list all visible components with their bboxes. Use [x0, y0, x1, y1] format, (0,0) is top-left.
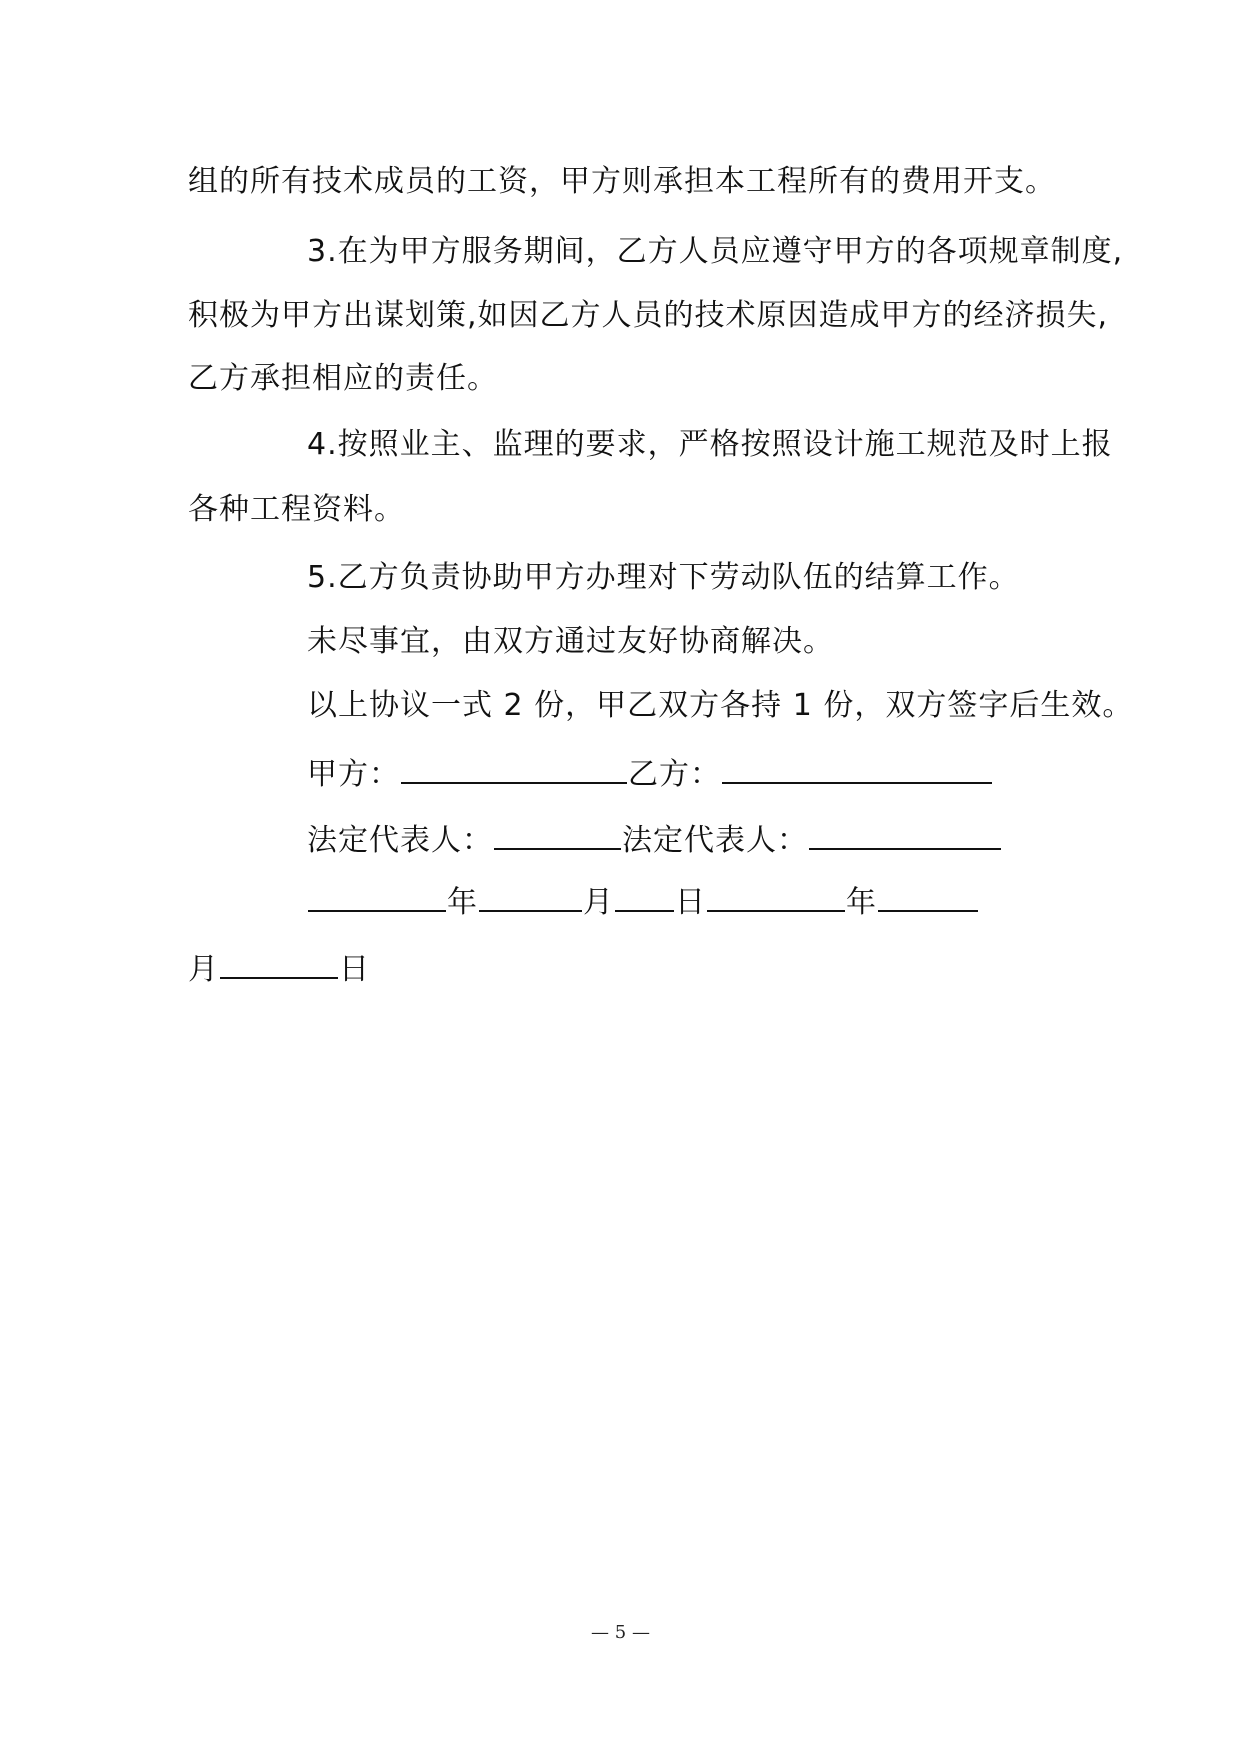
date-a-year-blank[interactable] — [308, 880, 446, 912]
representative-signature-line — [307, 818, 1002, 859]
paragraph-line: 组的所有技术成员的工资，甲方则承担本工程所有的费用开支。 — [188, 164, 1056, 199]
clause-5: 5.乙方负责协助甲方办理对下劳动队伍的结算工作。 — [307, 560, 1020, 595]
date-a-day-blank[interactable] — [615, 880, 674, 912]
day-label: 日 — [339, 952, 370, 987]
clause-3-line-2: 积极为甲方出谋划策,如因乙方人员的技术原因造成甲方的经济损失, — [188, 298, 1109, 333]
clause-4-line-2: 各种工程资料。 — [188, 492, 405, 527]
date-b-year-blank[interactable] — [707, 880, 845, 912]
clause-3-line-3: 乙方承担相应的责任。 — [188, 361, 498, 396]
date-line — [307, 880, 979, 921]
party-b-label: 乙方： — [628, 757, 721, 792]
clause-3-line-1: 3.在为甲方服务期间，乙方人员应遵守甲方的各项规章制度, — [307, 234, 1124, 269]
rep-a-blank[interactable] — [494, 818, 621, 850]
rep-b-blank[interactable] — [809, 818, 1001, 850]
year-label: 年 — [447, 885, 478, 920]
party-a-label: 甲方： — [307, 757, 400, 792]
party-b-blank[interactable] — [722, 752, 992, 784]
party-a-blank[interactable] — [401, 752, 627, 784]
copies-clause: 以上协议一式 2 份，甲乙双方各持 1 份，双方签字后生效。 — [307, 688, 1134, 723]
unresolved-matters: 未尽事宜，由双方通过友好协商解决。 — [307, 624, 834, 659]
clause-4-line-1: 4.按照业主、监理的要求，严格按照设计施工规范及时上报 — [307, 427, 1113, 462]
date-a-month-blank[interactable] — [479, 880, 582, 912]
year-label: 年 — [846, 885, 877, 920]
date-b-day-blank[interactable] — [220, 947, 338, 979]
date-line-continued — [188, 947, 370, 988]
month-label: 月 — [188, 952, 219, 987]
page-number: — 5 — — [591, 1622, 650, 1643]
date-b-month-blank-part[interactable] — [878, 880, 978, 912]
month-label: 月 — [583, 885, 614, 920]
day-label: 日 — [675, 885, 706, 920]
rep-b-label: 法定代表人： — [622, 823, 808, 858]
party-signature-line — [307, 752, 993, 793]
rep-a-label: 法定代表人： — [307, 823, 493, 858]
